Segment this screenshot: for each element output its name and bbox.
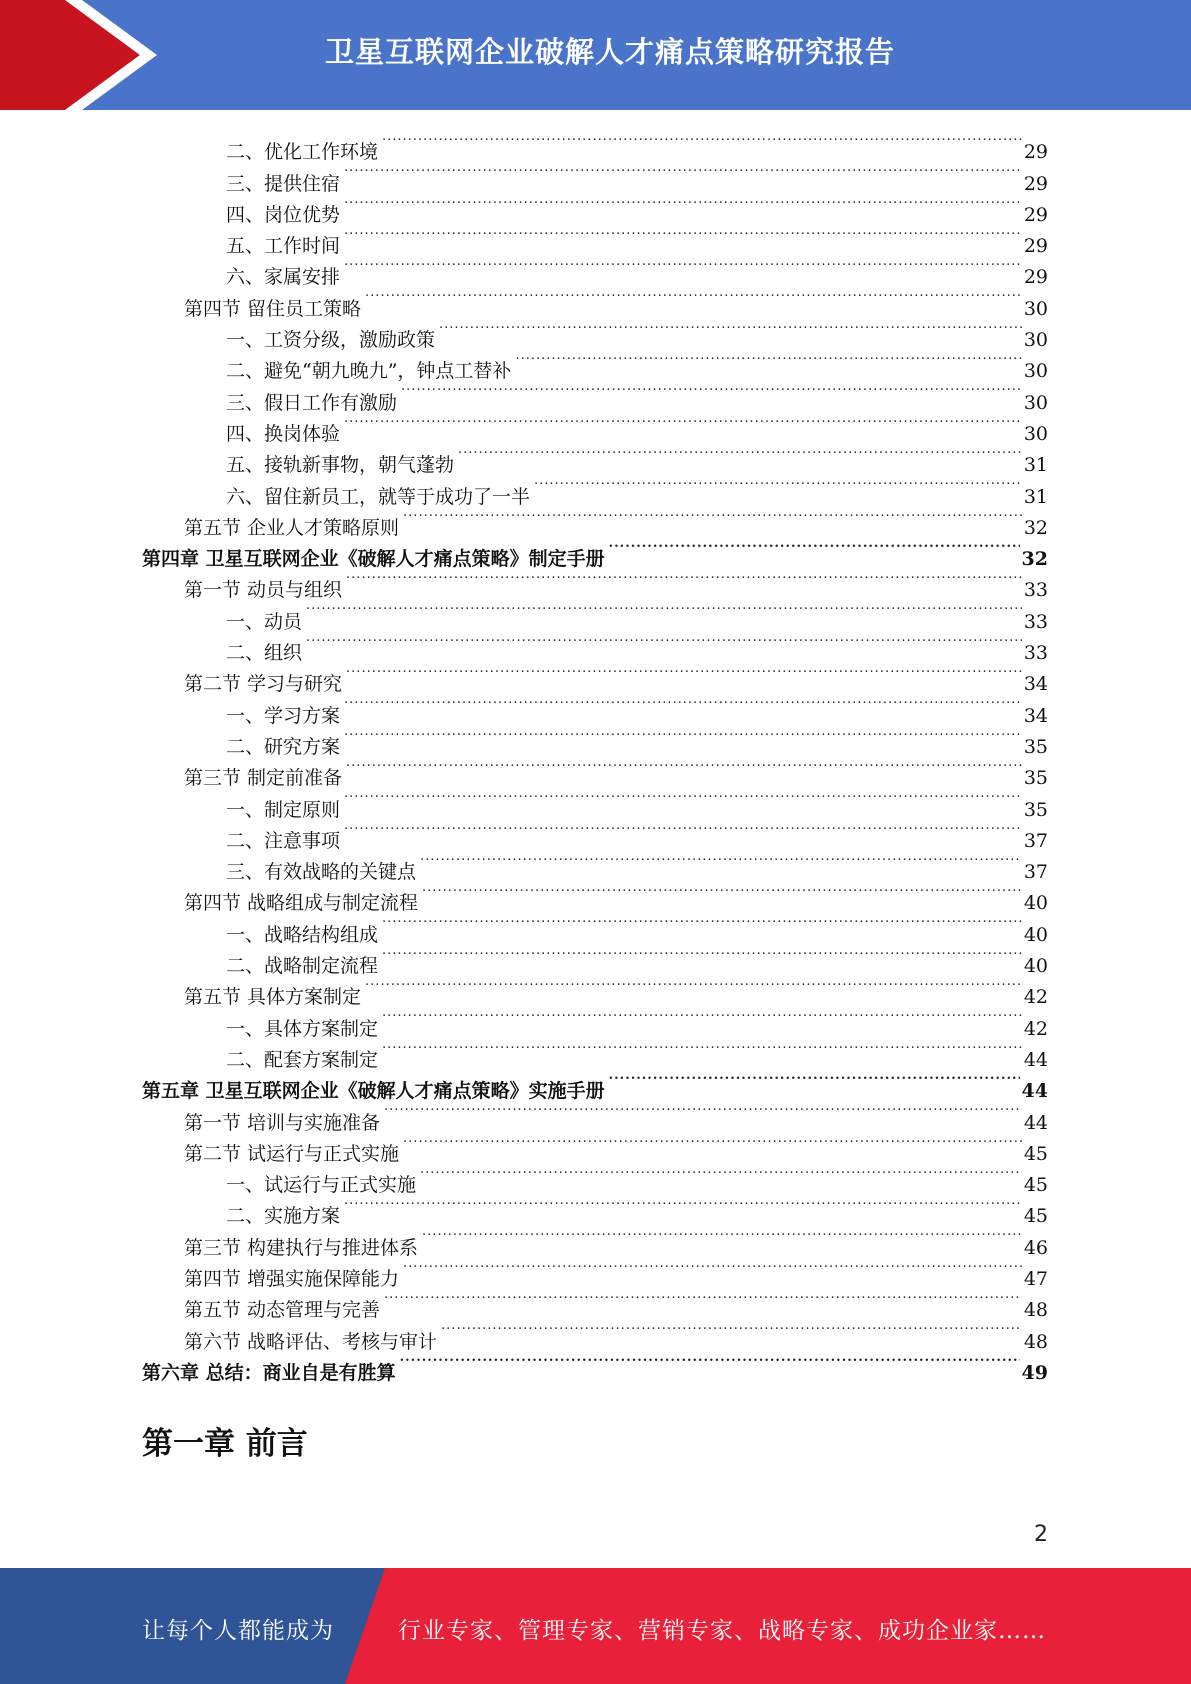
toc-dot-leader xyxy=(401,377,1022,408)
toc-entry-page: 32 xyxy=(1021,548,1048,571)
toc-entry-title: 第四章 卫星互联网企业《破解人才痛点策略》制定手册 xyxy=(142,548,605,571)
toc-entry-title: 四、换岗体验 xyxy=(226,422,341,445)
toc-entry-page: 49 xyxy=(1021,1361,1048,1384)
toc-entry-title: 第二节 试运行与正式实施 xyxy=(184,1142,400,1165)
toc-entry-page: 42 xyxy=(1023,986,1048,1009)
toc-entry-title: 第三节 构建执行与推进体系 xyxy=(184,1236,419,1259)
toc-entry-title: 二、注意事项 xyxy=(226,829,341,852)
toc-dot-leader xyxy=(382,1035,1022,1066)
toc-entry-page: 29 xyxy=(1023,266,1048,289)
toc-entry-title: 第一节 动员与组织 xyxy=(184,579,343,602)
toc-dot-leader xyxy=(306,628,1022,659)
toc-entry-page: 31 xyxy=(1023,454,1048,477)
toc-dot-leader xyxy=(365,283,1022,314)
toc-entry-page: 29 xyxy=(1023,203,1048,226)
toc-entry-page: 34 xyxy=(1023,673,1048,696)
page-footer xyxy=(0,1568,1191,1684)
footer-slogan-right: 行业专家、管理专家、营销专家、战略专家、成功企业家…… xyxy=(398,1618,1046,1644)
toc-dot-leader xyxy=(344,784,1022,815)
toc-entry-title: 一、战略结构组成 xyxy=(226,923,379,946)
toc-dot-leader xyxy=(384,1285,1022,1316)
toc-entry-page: 40 xyxy=(1023,955,1048,978)
toc-dot-leader xyxy=(344,722,1022,753)
toc-entry-page: 46 xyxy=(1023,1236,1048,1259)
toc-entry-page: 40 xyxy=(1023,892,1048,915)
toc-entry-page: 40 xyxy=(1023,923,1048,946)
toc-entry-title: 一、制定原则 xyxy=(226,798,341,821)
chapter-heading: 第一章 前言 xyxy=(142,1426,308,1462)
toc-entry-page: 44 xyxy=(1021,1080,1048,1103)
toc-dot-leader xyxy=(382,941,1022,972)
toc-entry-title: 一、工资分级，激励政策 xyxy=(226,329,436,352)
toc-dot-leader xyxy=(403,503,1022,534)
toc-entry-title: 二、避免“朝九晚九”，钟点工替补 xyxy=(226,360,512,383)
toc-dot-leader xyxy=(384,1097,1022,1128)
toc-dot-leader xyxy=(344,221,1022,252)
header-arrow-decoration xyxy=(0,0,160,110)
toc-entry-title: 第四节 留住员工策略 xyxy=(184,297,362,320)
toc-dot-leader xyxy=(439,315,1022,346)
toc-entry-title: 四、岗位优势 xyxy=(226,203,341,226)
toc-dot-leader xyxy=(382,1003,1022,1034)
toc-entry-title: 三、提供住宿 xyxy=(226,172,341,195)
toc-entry-title: 第二节 学习与研究 xyxy=(184,673,343,696)
toc-entry-title: 五、接轨新事物，朝气蓬勃 xyxy=(226,454,455,477)
toc-entry-page: 33 xyxy=(1023,610,1048,633)
toc-entry-title: 第五章 卫星互联网企业《破解人才痛点策略》实施手册 xyxy=(142,1080,605,1103)
toc-entry-page: 45 xyxy=(1023,1142,1048,1165)
toc-entry-title: 六、家属安排 xyxy=(226,266,341,289)
toc-entry-page: 29 xyxy=(1023,235,1048,258)
toc-entry-title: 二、研究方案 xyxy=(226,735,341,758)
toc-entry-page: 32 xyxy=(1023,516,1048,539)
toc-dot-leader xyxy=(344,1191,1022,1222)
toc-entry-page: 33 xyxy=(1023,579,1048,602)
toc-entry-page: 44 xyxy=(1023,1048,1048,1071)
toc-dot-leader xyxy=(400,1348,1020,1379)
toc-dot-leader xyxy=(346,659,1022,690)
toc-entry-page: 35 xyxy=(1023,735,1048,758)
toc-entry-page: 35 xyxy=(1023,767,1048,790)
toc-entry-title: 三、有效战略的关键点 xyxy=(226,861,417,884)
toc-entry-page: 48 xyxy=(1023,1299,1048,1322)
toc-entry-page: 47 xyxy=(1023,1267,1048,1290)
toc-dot-leader xyxy=(403,1129,1022,1160)
toc-entry-page: 29 xyxy=(1023,172,1048,195)
toc-dot-leader xyxy=(609,1066,1020,1097)
toc-entry-page: 30 xyxy=(1023,391,1048,414)
toc-entry-title: 二、战略制定流程 xyxy=(226,955,379,978)
toc-entry-title: 一、具体方案制定 xyxy=(226,1017,379,1040)
toc-entry-title: 第四节 增强实施保障能力 xyxy=(184,1267,400,1290)
toc-dot-leader xyxy=(382,909,1022,940)
toc-dot-leader xyxy=(346,565,1022,596)
header-title: 卫星互联网企业破解人才痛点策略研究报告 xyxy=(324,35,895,69)
toc-entry-title: 二、实施方案 xyxy=(226,1205,341,1228)
toc-entry-title: 一、学习方案 xyxy=(226,704,341,727)
toc-entry-title: 二、优化工作环境 xyxy=(226,141,379,164)
toc-entry-title: 第一节 培训与实施准备 xyxy=(184,1111,381,1134)
toc-entry-title: 第六节 战略评估、考核与审计 xyxy=(184,1330,438,1353)
toc-entry-title: 第五节 企业人才策略原则 xyxy=(184,516,400,539)
toc-entry-title: 五、工作时间 xyxy=(226,235,341,258)
toc-dot-leader xyxy=(422,878,1022,909)
toc-dot-leader xyxy=(344,409,1022,440)
toc-entry-title: 第五节 动态管理与完善 xyxy=(184,1299,381,1322)
toc-entry-page: 37 xyxy=(1023,829,1048,852)
toc-entry-title: 第四节 战略组成与制定流程 xyxy=(184,892,419,915)
toc-dot-leader xyxy=(609,534,1020,565)
toc-dot-leader xyxy=(422,1222,1022,1253)
toc-dot-leader xyxy=(515,346,1021,377)
toc-dot-leader xyxy=(344,190,1022,221)
toc-entry-title: 六、留住新员工，就等于成功了一半 xyxy=(226,485,531,508)
toc-dot-leader xyxy=(346,753,1022,784)
toc-entry-title: 二、配套方案制定 xyxy=(226,1048,379,1071)
toc-entry-page: 29 xyxy=(1023,141,1048,164)
toc-entry-page: 45 xyxy=(1023,1174,1048,1197)
toc-dot-leader xyxy=(344,816,1022,847)
toc-entry-page: 45 xyxy=(1023,1205,1048,1228)
toc-entry-page: 33 xyxy=(1023,642,1048,665)
toc-dot-leader xyxy=(458,440,1022,471)
toc-entry-title: 一、试运行与正式实施 xyxy=(226,1174,417,1197)
footer-slogan-left: 让每个人都能成为 xyxy=(142,1618,334,1644)
toc-entry-title: 三、假日工作有激励 xyxy=(226,391,398,414)
toc-dot-leader xyxy=(344,690,1022,721)
toc-entry-page: 30 xyxy=(1023,297,1048,320)
toc-dot-leader xyxy=(534,471,1022,502)
toc-dot-leader xyxy=(344,158,1022,189)
toc-entry-page: 30 xyxy=(1023,329,1048,352)
toc-entry-page: 30 xyxy=(1023,422,1048,445)
toc-dot-leader xyxy=(420,1160,1022,1191)
toc-dot-leader xyxy=(365,972,1022,1003)
page-number: 2 xyxy=(1034,1522,1048,1547)
toc-entry[interactable] xyxy=(142,127,1048,164)
page-header xyxy=(0,0,1191,110)
toc-entry-title: 第五节 具体方案制定 xyxy=(184,986,362,1009)
toc-entry-title: 一、动员 xyxy=(226,610,303,633)
toc-dot-leader xyxy=(441,1316,1022,1347)
toc-entry-page: 44 xyxy=(1023,1111,1048,1134)
toc-dot-leader xyxy=(420,847,1022,878)
toc-entry-page: 37 xyxy=(1023,861,1048,884)
toc-dot-leader xyxy=(382,127,1022,158)
toc-dot-leader xyxy=(403,1254,1022,1285)
toc-entry-page: 30 xyxy=(1023,360,1048,383)
toc-entry-title: 第三节 制定前准备 xyxy=(184,767,343,790)
toc-dot-leader xyxy=(306,596,1022,627)
table-of-contents xyxy=(142,127,1048,1384)
toc-entry-page: 42 xyxy=(1023,1017,1048,1040)
toc-entry-title: 第六章 总结：商业自是有胜算 xyxy=(142,1361,396,1384)
toc-entry-page: 48 xyxy=(1023,1330,1048,1353)
toc-entry-page: 35 xyxy=(1023,798,1048,821)
toc-dot-leader xyxy=(344,252,1022,283)
toc-entry-page: 34 xyxy=(1023,704,1048,727)
toc-entry-title: 二、组织 xyxy=(226,642,303,665)
toc-entry-page: 31 xyxy=(1023,485,1048,508)
